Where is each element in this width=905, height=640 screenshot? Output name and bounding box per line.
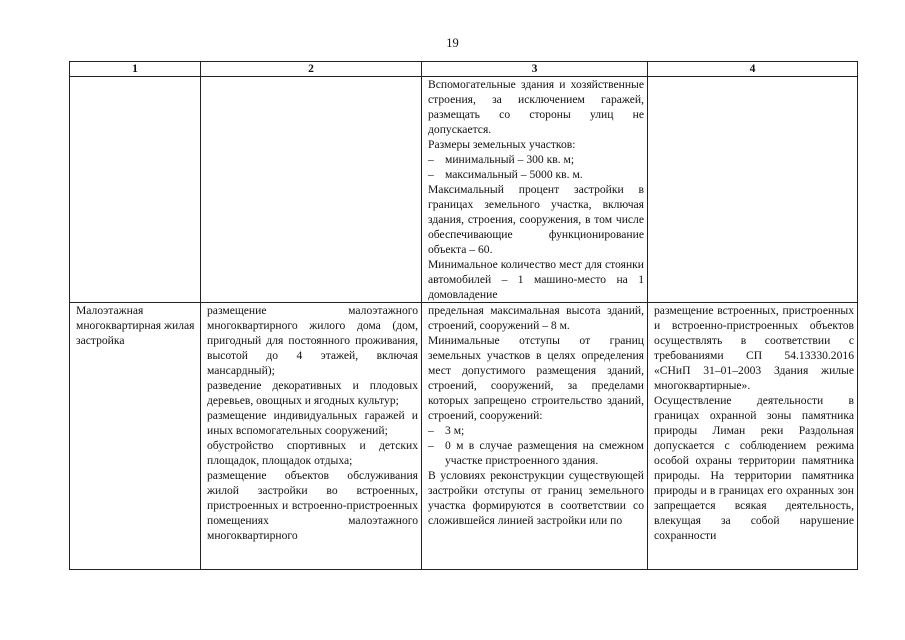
row1-col2 — [201, 77, 422, 303]
table-header-row — [70, 62, 858, 77]
row2-col4-para-2: Осуществление деятельности в границах охранной зоны памятника природы Лиман реки Раздольная допускается с соблюдением режима особой охраны территории памятника природы. На территории памятника природы и в границах его охранных зон запрещается всякая деятельность, влекущая за собой нарушение сохранности — [654, 394, 854, 542]
column-header-2: 2 — [201, 62, 422, 77]
row2-col4-para-1: размещение встроенных, пристроенных и встроенно-пристроенных объектов осуществлять в соответствии с требованиями СП 54.13330.2016 «СНиП 31–01–2003 Здания жилые многоквартирные». — [654, 304, 854, 392]
row2-col1 — [70, 303, 201, 570]
row2-col2-para-1: размещение малоэтажного многоквартирного жилого дома (дом, пригодный для постоянного проживания, высотой до 4 этажей, включая мансардный); — [207, 304, 418, 377]
row1-col3-list-item-1: – минимальный – 300 кв. м; — [428, 153, 575, 166]
zone-name: Малоэтажная многоквартирная жилая застройка — [76, 304, 195, 347]
row2-col4 — [648, 303, 858, 570]
row1-col3-para-1: Вспомогательные здания и хозяйственные строения, за исключением гаражей, размещать со стороны улиц не допускается. — [428, 78, 644, 136]
row2-col3-para-2: Минимальные отступы от границ земельных участков в целях определения мест допустимого размещения зданий, строений, сооружений, за пределами которых запрещено строительство зданий, строений, сооружений: — [428, 334, 644, 422]
row2-col3-list-item-1: – 3 м; — [428, 424, 465, 437]
row1-col3 — [422, 77, 648, 303]
row2-col2 — [201, 303, 422, 570]
row2-col2-para-4: обустройство спортивных и детских площадок, площадок отдыха; — [207, 439, 418, 467]
row2-col3 — [422, 303, 648, 570]
regulations-table — [69, 61, 858, 570]
row1-col3-para-2: Размеры земельных участков: — [428, 138, 576, 151]
row2-col3-para-3: В условиях реконструкции существующей застройки отступы от границ земельного участка формируются в соответствии со сложившейся линией застройки или по — [428, 469, 644, 527]
column-header-1: 1 — [70, 62, 201, 77]
column-header-3: 3 — [422, 62, 648, 77]
row2-col2-para-5: размещение объектов обслуживания жилой застройки во встроенных, пристроенных и встроенно-пристроенных помещениях малоэтажного многоквартирного — [207, 469, 418, 542]
table-row — [70, 77, 858, 303]
column-header-4: 4 — [648, 62, 858, 77]
row2-col2-para-3: размещение индивидуальных гаражей и иных вспомогательных сооружений; — [207, 409, 418, 437]
row2-col2-para-2: разведение декоративных и плодовых деревьев, овощных и ягодных культур; — [207, 379, 418, 407]
row1-col3-para-4: Минимальное количество мест для стоянки автомобилей – 1 машино-место на 1 домовладение — [428, 258, 644, 301]
row1-col4 — [648, 77, 858, 303]
row1-col1 — [70, 77, 201, 303]
page-number: 19 — [446, 36, 459, 50]
row1-col3-list-item-2: – максимальный – 5000 кв. м. — [428, 168, 583, 181]
row2-col3-para-1: предельная максимальная высота зданий, строений, сооружений – 8 м. — [428, 304, 644, 332]
table-row — [70, 303, 858, 570]
row1-col3-para-3: Максимальный процент застройки в границах земельного участка, включая здания, строения, сооружения, в том числе обеспечивающие функционирование объекта – 60. — [428, 183, 644, 256]
row2-col3-list-item-2: – 0 м в случае размещения на смежном участке пристроенного здания. — [428, 439, 644, 467]
